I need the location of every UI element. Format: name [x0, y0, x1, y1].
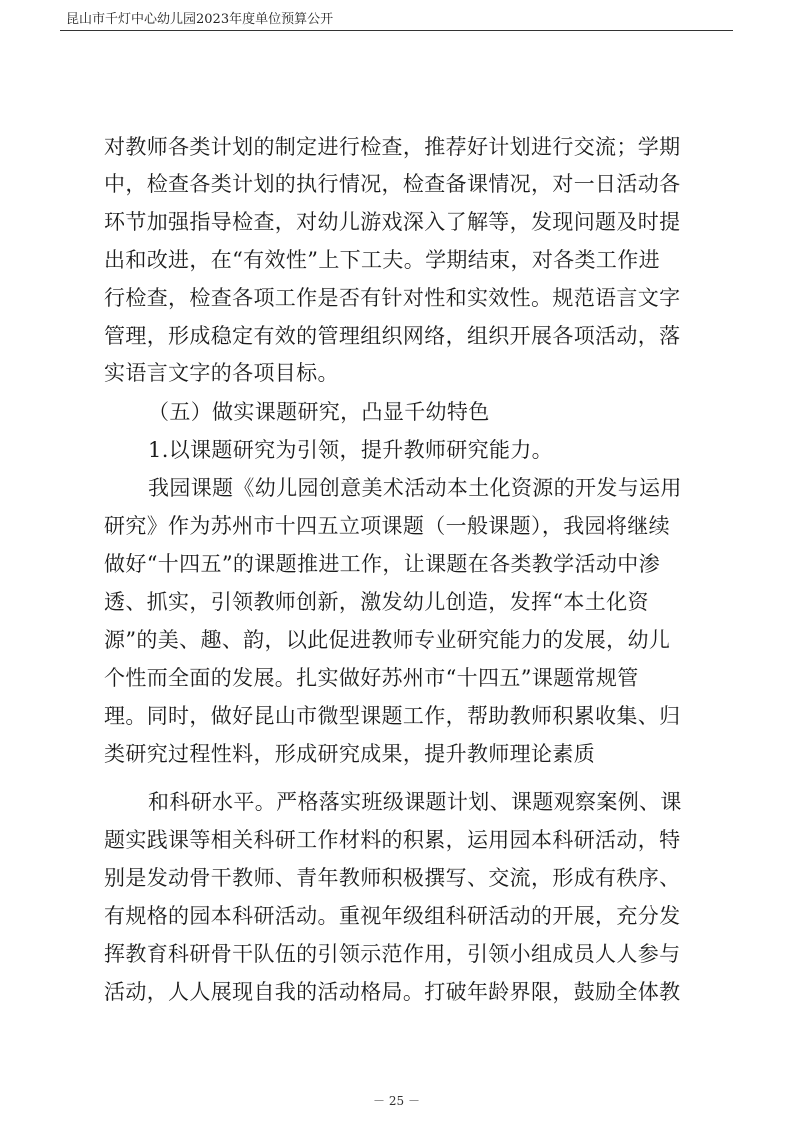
subsection-heading: 1.以课题研究为引领，提升教师研究能力。 [148, 438, 554, 462]
document-header: 昆山市千灯中心幼儿园2023年度单位预算公开 [66, 12, 334, 27]
text-line: 实语言文字的各项目标。 [104, 361, 339, 385]
text-line: 和科研水平。严格落实班级课题计划、课题观察案例、课 [148, 790, 682, 814]
header-divider [60, 30, 733, 31]
text-line: 理。同时，做好昆山市微型课题工作，帮助教师积累收集、归 [104, 704, 681, 728]
text-line: 透、抓实，引领教师创新，激发幼儿创造，发挥“本土化资 [104, 590, 649, 614]
text-line: 中，检查各类计划的执行情况，检查备课情况，对一日活动各 [104, 172, 681, 196]
text-line: 挥教育科研骨干队伍的引领示范作用，引领小组成员人人参与 [104, 942, 681, 966]
text-line: 行检查，检查各项工作是否有针对性和实效性。规范语言文字 [104, 286, 681, 310]
text-line: 环节加强指导检查，对幼儿游戏深入了解等，发现问题及时提 [104, 210, 681, 234]
text-line: 活动，人人展现自我的活动格局。打破年龄界限，鼓励全体教 [104, 980, 681, 1004]
text-line: 出和改进，在“有效性”上下工夫。学期结束，对各类工作进 [104, 248, 660, 272]
text-line: 管理，形成稳定有效的管理组织网络，组织开展各项活动，落 [104, 324, 681, 348]
text-line: 题实践课等相关科研工作材料的积累，运用园本科研活动，特 [104, 828, 681, 852]
page-number: － 25 － [373, 1094, 420, 1108]
text-line: 做好“十四五”的课题推进工作，让课题在各类教学活动中渗 [104, 552, 660, 576]
text-line: 研究》作为苏州市十四五立项课题（一般课题），我园将继续 [104, 514, 670, 538]
text-line: 我园课题《幼儿园创意美术活动本土化资源的开发与运用 [148, 476, 682, 500]
text-line: 别是发动骨干教师、青年教师积极撰写、交流，形成有秩序、 [104, 866, 681, 890]
text-line: 类研究过程性料，形成研究成果，提升教师理论素质 [104, 742, 596, 766]
text-line: 源”的美、趣、韵，以此促进教师专业研究能力的发展，幼儿 [104, 628, 671, 652]
text-line: 对教师各类计划的制定进行检查，推荐好计划进行交流；学期 [104, 135, 681, 159]
text-line: 个性而全面的发展。扎实做好苏州市“十四五”课题常规管 [104, 666, 639, 690]
text-line: 有规格的园本科研活动。重视年级组科研活动的开展，充分发 [104, 904, 681, 928]
section-heading: （五）做实课题研究，凸显千幼特色 [148, 400, 490, 424]
